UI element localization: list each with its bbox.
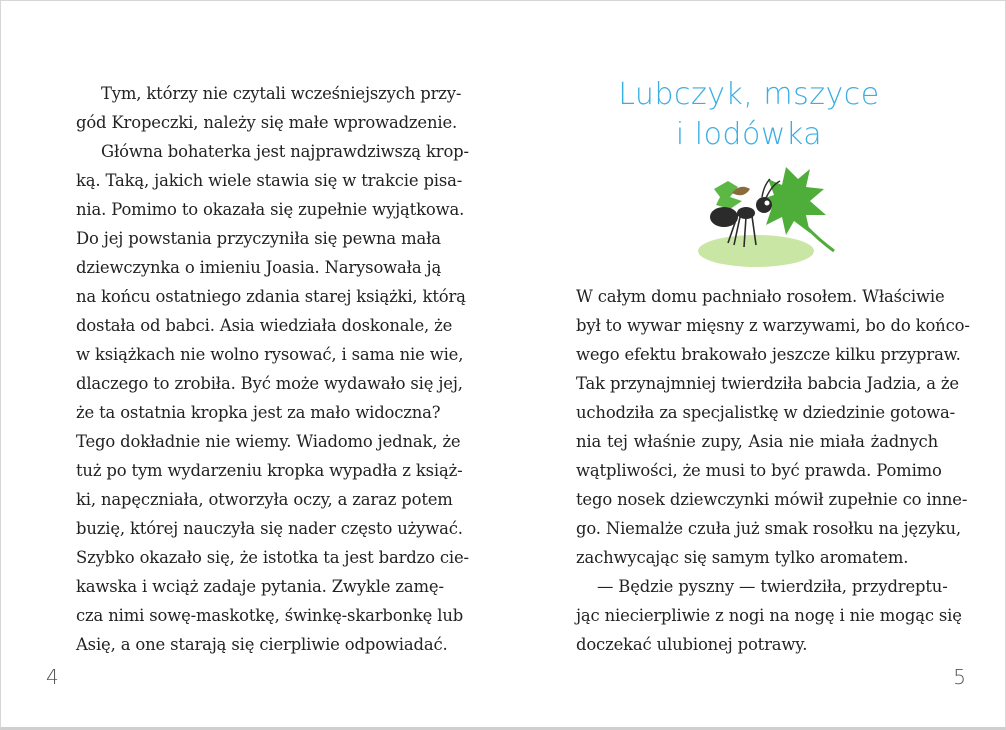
text-line: ki, napęczniała, otworzyła oczy, a zaraz potem (76, 490, 453, 509)
text-line: ką. Taką, jakich wiele stawia się w trakcie pisa- (76, 171, 463, 190)
text-line: Tym, którzy nie czytali wcześniejszych przy- (101, 84, 462, 103)
right-page (504, 1, 1006, 728)
text-line: nia. Pomimo to okazała się zupełnie wyjątkowa. (76, 200, 465, 219)
text-line: tego nosek dziewczynki mówił zupełnie co inne- (576, 490, 968, 509)
text-line: uchodziła za specjalistkę w dziedzinie gotowa- (576, 403, 956, 422)
page-number-left: 4 (46, 665, 59, 689)
text-line: gód Kropeczki, należy się małe wprowadzenie. (76, 113, 458, 132)
text-line: był to wywar mięsny z warzywami, bo do końco- (576, 316, 970, 335)
text-line: — Będzie pyszny — twierdziła, przydreptu- (597, 577, 948, 596)
text-line: dlaczego to zrobiła. Być może wydawało się jej, (76, 374, 463, 393)
text-line: że ta ostatnia kropka jest za mało widoczna? (76, 403, 441, 422)
ant-head (756, 197, 772, 213)
text-line: na końcu ostatniego zdania starej książki, którą (76, 287, 466, 306)
text-line: dostała od babci. Asia wiedziała doskonale, że (76, 316, 453, 335)
text-line: Tak przynajmniej twierdziła babcia Jadzia, a że (576, 374, 959, 393)
left-page (1, 1, 504, 728)
text-line: Do jej powstania przyczyniła się pewna mała (76, 229, 441, 248)
text-line: jąc niecierpliwie z nogi na nogę i nie mogąc się (576, 606, 962, 625)
text-line: w książkach nie wolno rysować, i sama nie wie, (76, 345, 464, 364)
text-line: doczekać ulubionej potrawy. (576, 635, 808, 654)
text-line: W całym domu pachniało rosołem. Właściwie (576, 287, 945, 306)
chapter-title (599, 75, 899, 155)
text-line: Szybko okazało się, że istotka ta jest bardzo cie- (76, 548, 469, 567)
ant-on-leaf-illustration (694, 159, 844, 271)
text-line: go. Niemalże czuła już smak rosołku na języku, (576, 519, 961, 538)
text-line: cza nimi sowę-maskotkę, świnkę-skarbonkę lub (76, 606, 464, 625)
text-line: tuż po tym wydarzeniu kropka wypadła z książ- (76, 461, 463, 480)
text-line: wego efektu brakowało jeszcze kilku przypraw. (576, 345, 961, 364)
chapter-title-line: i lodówka (675, 117, 823, 152)
text-line: zachwycając się samym tylko aromatem. (576, 548, 909, 567)
text-line: buzię, której nauczyła się nader często używać. (76, 519, 463, 538)
text-line: wątpliwości, że musi to być prawda. Pomimo (576, 461, 942, 480)
chapter-title-line: Lubczyk, mszyce (618, 77, 880, 112)
page-number-right: 5 (953, 665, 966, 689)
text-line: Tego dokładnie nie wiemy. Wiadomo jednak, że (76, 432, 461, 451)
text-line: kawska i wciąż zadaje pytania. Zwykle zamę- (76, 577, 444, 596)
text-line: Główna bohaterka jest najprawdziwszą krop- (101, 142, 469, 161)
ant-eye (765, 201, 770, 206)
text-line: Asię, a one starają się cierpliwie odpowiadać. (76, 635, 448, 654)
text-line: dziewczynka o imieniu Joasia. Narysowała ją (76, 258, 442, 277)
text-line: nia tej właśnie zupy, Asia nie miała żadnych (576, 432, 938, 451)
